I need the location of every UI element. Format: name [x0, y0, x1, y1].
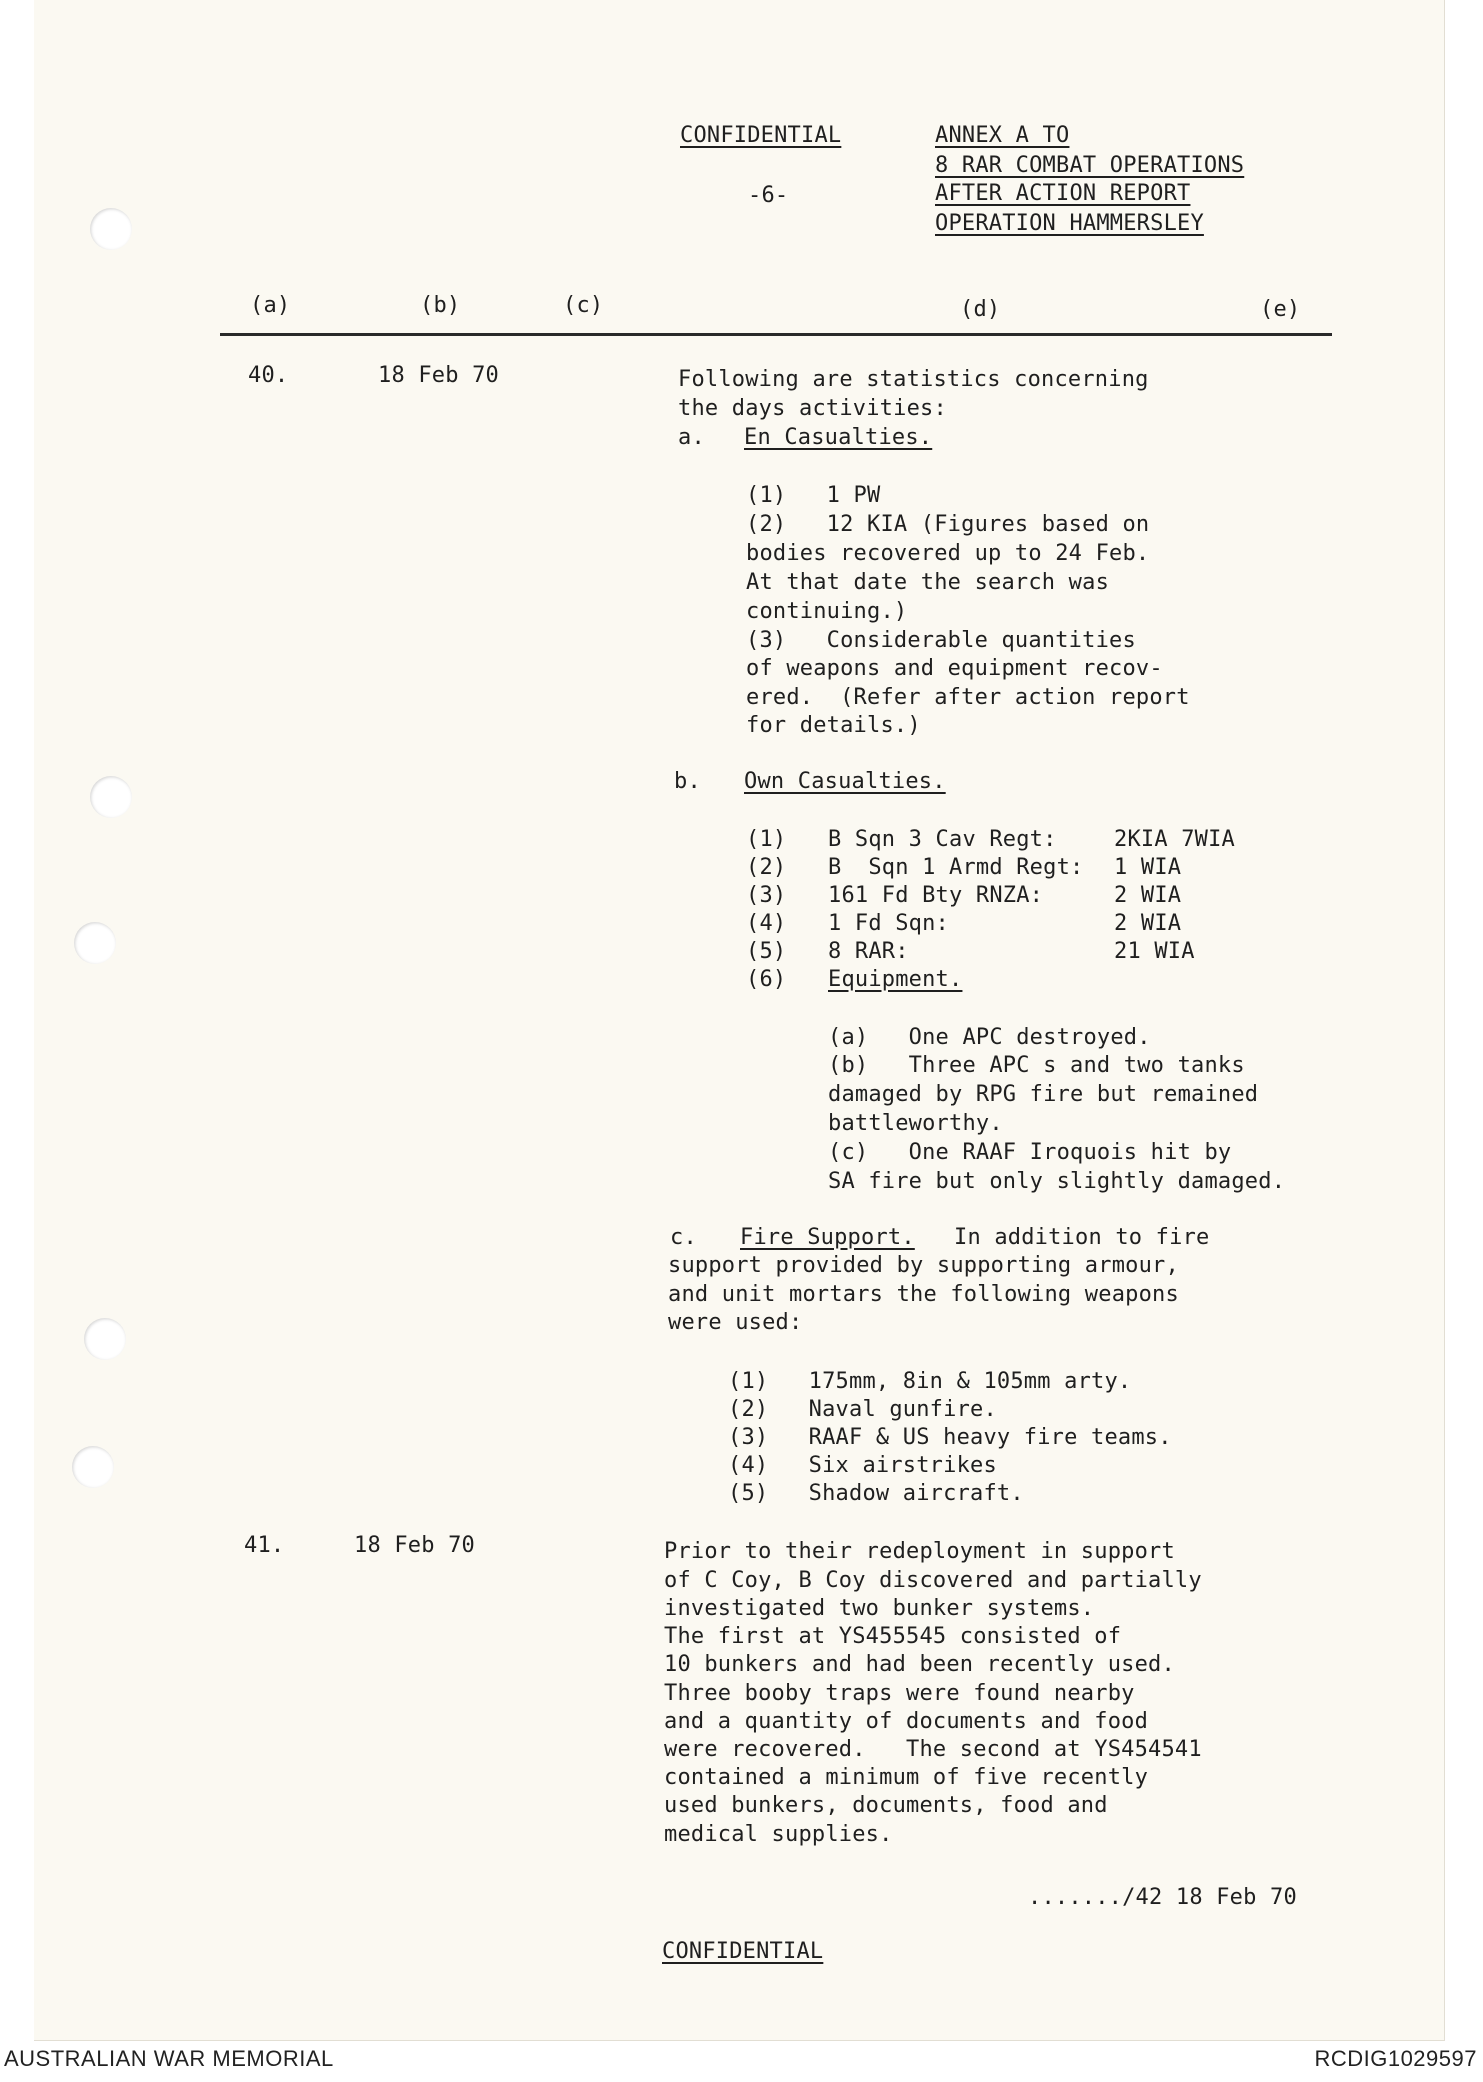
entry-text-line: support provided by supporting armour,: [668, 1253, 1179, 1278]
header-classification: CONFIDENTIAL: [680, 123, 842, 148]
entry-number: 41.: [244, 1533, 285, 1558]
archive-id: RCDIG1029597: [1314, 2046, 1477, 2071]
archive-credit: AUSTRALIAN WAR MEMORIAL: [4, 2046, 334, 2071]
entry-text-line: and a quantity of documents and food: [664, 1709, 1149, 1734]
page-number: -6-: [748, 183, 789, 208]
entry-number: 40.: [248, 363, 289, 388]
subsection-letter: c.: [670, 1225, 697, 1250]
annex-line: 8 RAR COMBAT OPERATIONS: [935, 153, 1245, 178]
equipment-line: (b) Three APC s and two tanks: [828, 1053, 1245, 1078]
en-casualty-line: (1) 1 PW: [746, 483, 881, 508]
own-casualty-value: 2 WIA: [1114, 911, 1182, 936]
column-heading-e: (e): [1260, 297, 1301, 322]
en-casualty-line: (3) Considerable quantities: [746, 628, 1136, 653]
annex-line: ANNEX A TO: [935, 123, 1070, 148]
own-casualty-number: (6): [746, 967, 787, 992]
entry-date: 18 Feb 70: [378, 363, 500, 388]
own-casualty-value: 1 WIA: [1114, 855, 1182, 880]
continuation-marker: ......./42 18 Feb 70: [1028, 1885, 1297, 1910]
column-heading-a: (a): [250, 293, 291, 318]
subsection-letter: b.: [674, 769, 701, 794]
subsection-title: En Casualties.: [744, 425, 933, 450]
entry-text-line: investigated two bunker systems.: [664, 1596, 1095, 1621]
column-heading-c: (c): [563, 293, 604, 318]
annex-line: OPERATION HAMMERSLEY: [935, 211, 1204, 236]
entry-text-line: were used:: [668, 1310, 803, 1335]
equipment-line: (a) One APC destroyed.: [828, 1025, 1151, 1050]
subsection-letter: a.: [678, 425, 705, 450]
entry-text-line: contained a minimum of five recently: [664, 1765, 1149, 1790]
fire-support-item: (2) Naval gunfire.: [728, 1397, 997, 1422]
en-casualty-line: (2) 12 KIA (Figures based on: [746, 512, 1150, 537]
header-rule: [220, 333, 1332, 336]
own-casualty-value: 2KIA 7WIA: [1114, 827, 1236, 852]
own-casualty-number: (5): [746, 939, 787, 964]
annex-line: AFTER ACTION REPORT: [935, 181, 1191, 206]
en-casualty-line: At that date the search was: [746, 570, 1110, 595]
entry-text-line: 10 bunkers and had been recently used.: [664, 1652, 1175, 1677]
subsection-title: Own Casualties.: [744, 769, 946, 794]
entry-date: 18 Feb 70: [354, 1533, 476, 1558]
equipment-line: SA fire but only slightly damaged.: [828, 1169, 1286, 1194]
en-casualty-line: of weapons and equipment recov-: [746, 656, 1163, 681]
footer-classification: CONFIDENTIAL: [662, 1939, 824, 1964]
own-casualty-unit: B Sqn 3 Cav Regt:: [828, 827, 1057, 852]
equipment-line: battleworthy.: [828, 1111, 1003, 1136]
own-casualty-unit: 1 Fd Sqn:: [828, 911, 950, 936]
own-casualty-number: (1): [746, 827, 787, 852]
entry-text-line: medical supplies.: [664, 1822, 893, 1847]
subsection-title: Fire Support.: [740, 1225, 915, 1250]
own-casualty-number: (2): [746, 855, 787, 880]
column-heading-b: (b): [420, 293, 461, 318]
own-casualty-unit: B Sqn 1 Armd Regt:: [828, 855, 1084, 880]
punch-hole: [90, 208, 132, 250]
fire-support-item: (5) Shadow aircraft.: [728, 1481, 1024, 1506]
punch-hole: [84, 1318, 126, 1360]
entry-text-line: In addition to fire: [954, 1225, 1210, 1250]
own-casualty-value: 2 WIA: [1114, 883, 1182, 908]
column-heading-d: (d): [960, 297, 1001, 322]
equipment-line: damaged by RPG fire but remained: [828, 1082, 1259, 1107]
punch-hole: [74, 922, 116, 964]
punch-hole: [90, 776, 132, 818]
own-casualty-unit: 8 RAR:: [828, 939, 909, 964]
entry-text-line: of C Coy, B Coy discovered and partially: [664, 1568, 1202, 1593]
entry-text-line: The first at YS455545 consisted of: [664, 1624, 1122, 1649]
fire-support-item: (3) RAAF & US heavy fire teams.: [728, 1425, 1172, 1450]
en-casualty-line: continuing.): [746, 599, 908, 624]
entry-text-line: the days activities:: [678, 396, 947, 421]
entry-text-line: and unit mortars the following weapons: [668, 1282, 1179, 1307]
entry-text-line: Prior to their redeployment in support: [664, 1539, 1175, 1564]
punch-hole: [72, 1446, 114, 1488]
equipment-line: (c) One RAAF Iroquois hit by: [828, 1140, 1232, 1165]
own-casualty-value: 21 WIA: [1114, 939, 1195, 964]
en-casualty-line: for details.): [746, 713, 921, 738]
en-casualty-line: bodies recovered up to 24 Feb.: [746, 541, 1150, 566]
own-casualty-unit: 161 Fd Bty RNZA:: [828, 883, 1044, 908]
entry-text-line: Following are statistics concerning: [678, 367, 1149, 392]
en-casualty-line: ered. (Refer after action report: [746, 685, 1190, 710]
own-casualty-number: (3): [746, 883, 787, 908]
fire-support-item: (1) 175mm, 8in & 105mm arty.: [728, 1369, 1132, 1394]
entry-text-line: Three booby traps were found nearby: [664, 1681, 1135, 1706]
equipment-title: Equipment.: [828, 967, 963, 992]
own-casualty-number: (4): [746, 911, 787, 936]
entry-text-line: were recovered. The second at YS454541: [664, 1737, 1202, 1762]
fire-support-item: (4) Six airstrikes: [728, 1453, 997, 1478]
entry-text-line: used bunkers, documents, food and: [664, 1793, 1108, 1818]
